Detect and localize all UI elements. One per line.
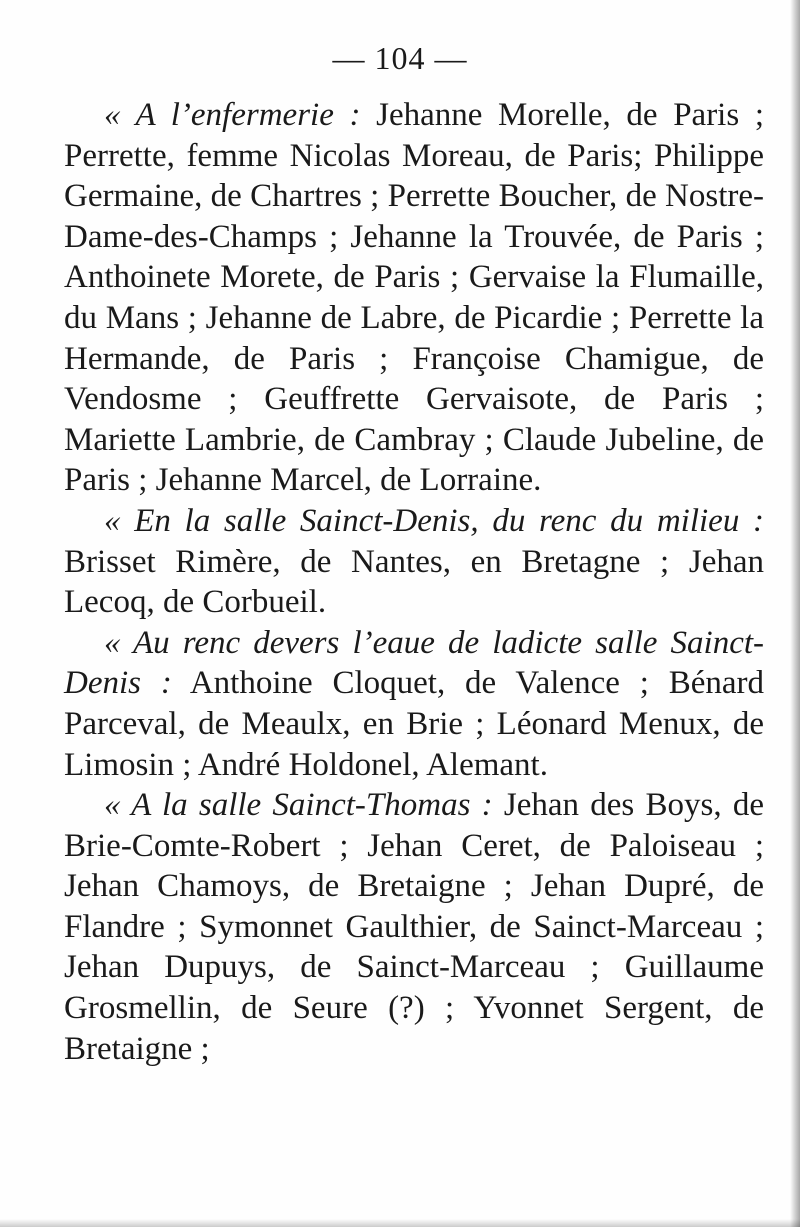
paragraph-salle-saint-denis-milieu bbox=[64, 501, 764, 623]
paragraph-heading: « En la salle Sainct-Denis, du renc du milieu : bbox=[104, 502, 764, 539]
paragraph-heading: « A la salle Sainct-Thomas : bbox=[104, 787, 493, 824]
page-number: — 104 — bbox=[332, 40, 468, 76]
paragraph-salle-saint-thomas bbox=[64, 785, 764, 1069]
page-edge-shadow bbox=[790, 0, 800, 1227]
paragraph-body: Jehanne Morelle, de Paris ; Perrette, femme Nicolas Moreau, de Paris; Philippe Germaine, de Chartres ; Perrette Boucher, de Nostre-Dame-des-Champs ; Jehanne la Trouvée, de Paris ; Anthoinete Morete, de Paris ; Gervaise la Flumaille, du Mans ; Jehanne de Labre, de Picardie ; Perrette la Hermande, de Paris ; Françoise Chamigue, de Vendosme ; Geuffrette Gervaisote, de Paris ; Mariette Lambrie, de Cambray ; Claude Jubeline, de Paris ; Jehanne Marcel, de Lorraine. bbox=[64, 97, 764, 499]
body-text bbox=[64, 95, 764, 1069]
paragraph-body: Jehan des Boys, de Brie-Comte-Robert ; Jehan Ceret, de Paloiseau ; Jehan Chamoys, de Bretaigne ; Jehan Dupré, de Flandre ; Symonnet Gaulthier, de Sainct-Marceau ; Jehan Dupuys, de Sainct-Marceau ; Guillaume Grosmellin, de Seure (?) ; Yvonnet Sergent, de Bretaigne ; bbox=[64, 787, 764, 1067]
paragraph-enfermerie bbox=[64, 95, 764, 501]
paragraph-body: Anthoine Cloquet, de Valence ; Bénard Parceval, de Meaulx, en Brie ; Léonard Menux, de Limosin ; André Holdonel, Alemant. bbox=[64, 665, 764, 783]
paragraph-body: Brisset Rimère, de Nantes, en Bretagne ; Jehan Lecoq, de Corbueil. bbox=[64, 543, 764, 621]
paragraph-heading: « A l’enfermerie : bbox=[104, 97, 361, 133]
paragraph-heading: « Au renc devers l’eaue de ladicte salle Sainct-Denis : bbox=[64, 624, 764, 702]
paragraph-salle-saint-denis-eaue bbox=[64, 623, 764, 785]
page-bottom-shadow bbox=[0, 1219, 800, 1227]
